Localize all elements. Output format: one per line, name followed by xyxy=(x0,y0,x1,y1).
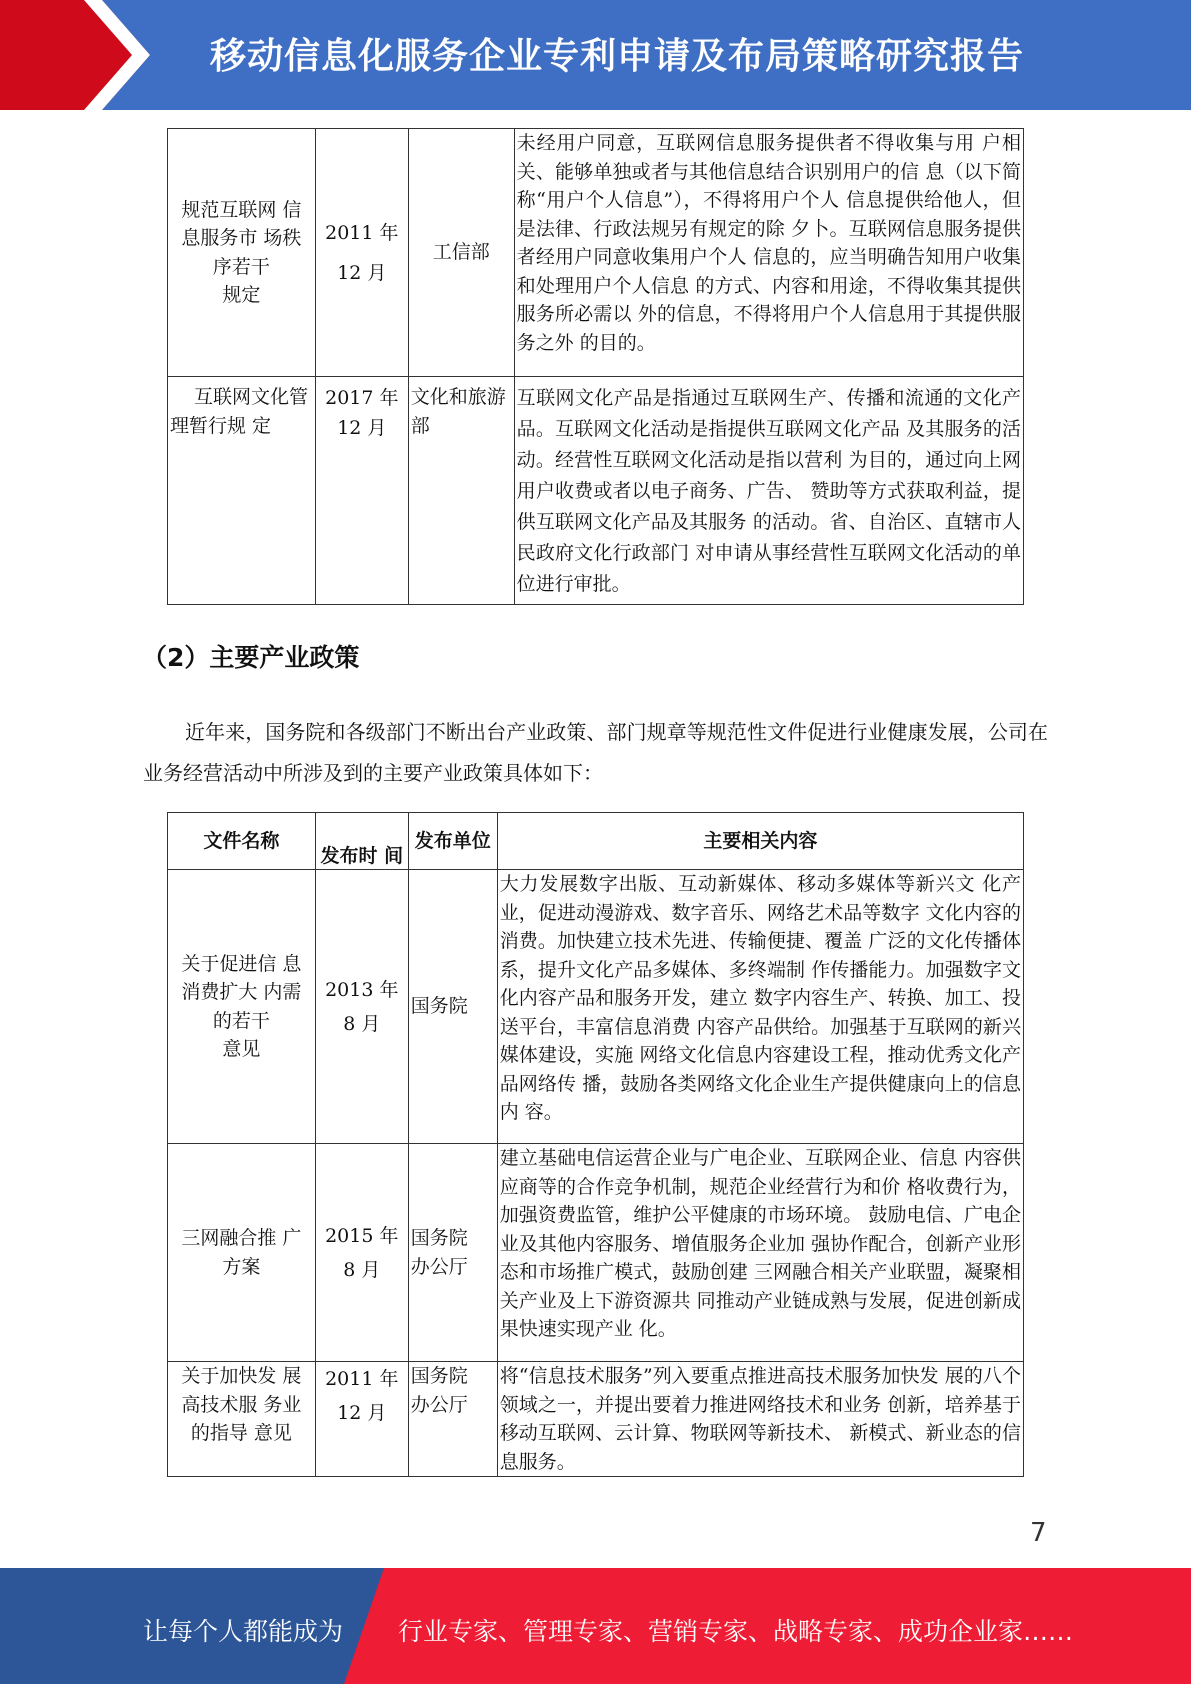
footer-slogan-right: 行业专家、管理专家、营销专家、战略专家、成功企业家…… xyxy=(398,1617,1074,1646)
table-row xyxy=(168,377,1024,605)
table-row xyxy=(168,129,1024,377)
document-name-cell: 关于促进信 息消费扩大 内需的若干 意见 xyxy=(168,870,316,1144)
issuer-cell: 文化和旅游部 xyxy=(408,377,514,605)
issuer-cell: 国务院办公厅 xyxy=(408,1362,497,1477)
page-footer xyxy=(0,1568,1191,1684)
header-publish-date: 发布时 间 xyxy=(315,813,408,870)
publish-date-cell: 2013 年 8 月 xyxy=(315,870,408,1144)
regulation-table-continued xyxy=(167,128,1024,605)
document-name-cell: 规范互联网 信息服务市 场秩序若干 规定 xyxy=(168,129,316,377)
issuer-cell: 工信部 xyxy=(408,129,514,377)
table-row xyxy=(168,1144,1024,1362)
footer-slogan-left: 让每个人都能成为 xyxy=(143,1617,344,1646)
publish-date-cell: 2011 年 12 月 xyxy=(315,1362,408,1477)
issuer-cell: 国务院 xyxy=(408,870,497,1144)
page-number: 7 xyxy=(1030,1518,1047,1548)
content-cell: 大力发展数字出版、互动新媒体、移动多媒体等新兴文 化产业，促进动漫游戏、数字音乐、网络艺术品等数字 文化内容的消费。加快建立技术先进、传输便捷、覆盖 广泛的文化传播体系，提升文化产品多媒体、多终端制 作传播能力。加强数字文化内容产品和服务开发，建立 数字内容生产、转换、加工、投送平台，丰富信息消费 内容产品供给。加强基于互联网的新兴媒体建设，实施 网络文化信息内容建设工程，推动优秀文化产品网络传 播，鼓励各类网络文化企业生产提供健康向上的信息内 容。 xyxy=(497,870,1023,1144)
content-cell: 互联网文化产品是指通过互联网生产、传播和流通的文化产品。互联网文化活动是指提供互联网文化产品 及其服务的活动。经营性互联网文化活动是指以营利 为目的，通过向上网用户收费或者以电子商务、广告、 赞助等方式获取利益，提供互联网文化产品及其服务 的活动。省、自治区、直辖市人民政府文化行政部门 对申请从事经营性互联网文化活动的单位进行审批。 xyxy=(514,377,1023,605)
header-issuer: 发布单位 xyxy=(408,813,497,870)
report-title: 移动信息化服务企业专利申请及布局策略研究报告 xyxy=(210,36,1025,77)
content-cell: 将“信息技术服务”列入要重点推进高技术服务加快发 展的八个领域之一，并提出要着力推进网络技术和业务 创新，培养基于移动互联网、云计算、物联网等新技术、 新模式、新业态的信息服务。 xyxy=(497,1362,1023,1477)
header-document-name: 文件名称 xyxy=(168,813,316,870)
publish-date-cell: 2015 年 8 月 xyxy=(315,1144,408,1362)
industry-policy-table xyxy=(167,812,1024,1477)
header-content: 主要相关内容 xyxy=(497,813,1023,870)
document-name-cell: 互联网文化管理暂行规 定 xyxy=(168,377,316,605)
publish-date-cell: 2017 年 12 月 xyxy=(315,377,408,605)
page-header xyxy=(0,0,1191,110)
issuer-cell: 国务院办公厅 xyxy=(408,1144,497,1362)
publish-date-cell: 2011 年 12 月 xyxy=(315,129,408,377)
table-row xyxy=(168,1362,1024,1477)
content-cell: 未经用户同意，互联网信息服务提供者不得收集与用 户相关、能够单独或者与其他信息结合识别用户的信 息（以下简称“用户个人信息”），不得将用户个人 信息提供给他人，但是法律、行政法规另有规定的除 夕卜。互联网信息服务提供者经用户同意收集用户个人 信息的，应当明确告知用户收集和处理用户个人信息 的方式、内容和用途，不得收集其提供服务所必需以 外的信息，不得将用户个人信息用于其提供服务之外 的目的。 xyxy=(514,129,1023,377)
content-cell: 建立基础电信运营企业与广电企业、互联网企业、信息 内容供应商等的合作竞争机制，规范企业经营行为和价 格收费行为，加强资费监管，维护公平健康的市场环境。 鼓励电信、广电企业及其他内容服务、增值服务企业加 强协作配合，创新产业形态和市场推广模式，鼓励创建 三网融合相关产业联盟，凝聚相关产业及上下游资源共 同推动产业链成熟与发展，促进创新成果快速实现产业 化。 xyxy=(497,1144,1023,1362)
table-row xyxy=(168,870,1024,1144)
document-name-cell: 三网融合推 广方案 xyxy=(168,1144,316,1362)
section-heading: （2）主要产业政策 xyxy=(142,643,360,672)
table-header-row xyxy=(168,813,1024,870)
intro-paragraph: 近年来，国务院和各级部门不断出台产业政策、部门规章等规范性文件促进行业健康发展，公司在业务经营活动中所涉及到的主要产业政策具体如下： xyxy=(143,720,1048,785)
header-red-arrow-decoration xyxy=(0,0,150,110)
document-name-cell: 关于加快发 展高技术服 务业的指导 意见 xyxy=(168,1362,316,1477)
